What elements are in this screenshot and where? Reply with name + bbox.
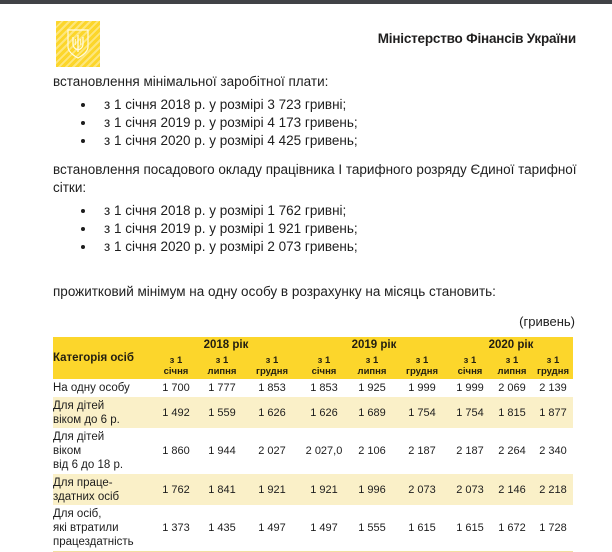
cell-value: 1 615 [449, 505, 491, 551]
column-group-header-2018: 2018 рік [153, 337, 299, 352]
cell-value: 2 187 [449, 428, 491, 474]
header-line-2: липня [207, 365, 237, 377]
cell-value: 1 700 [153, 379, 199, 397]
list-item: з 1 січня 2020 р. у розмірі 4 425 гривень; [53, 132, 593, 150]
cell-value: 1 921 [299, 474, 349, 505]
section-2-heading: встановлення посадового окладу працівника І тарифного розряду Єдиної тарифної сітки: [53, 162, 577, 195]
category-line: На одну особу [53, 382, 130, 394]
cell-value: 2 069 [491, 379, 533, 397]
column-group-header-2019: 2019 рік [299, 337, 449, 352]
list-item: з 1 січня 2020 р. у розмірі 2 073 гривень; [53, 238, 593, 256]
cell-value: 1 615 [395, 505, 449, 551]
category-line: Для праце- [53, 476, 113, 489]
cell-value: 1 777 [199, 379, 245, 397]
header-line-1: з 1 [215, 354, 229, 366]
header-line-2: липня [497, 365, 527, 377]
cell-value: 1 996 [349, 474, 395, 505]
header-line-1: з 1 [169, 354, 183, 366]
table-row [53, 505, 573, 551]
header-line-2: липня [357, 365, 387, 377]
column-header-2018-july [199, 352, 245, 379]
cell-value: 1 944 [199, 428, 245, 474]
header-line-2: грудня [537, 365, 569, 377]
header-line-2: січня [163, 365, 189, 377]
cell-value: 1 754 [449, 397, 491, 428]
cell-value: 1 672 [491, 505, 533, 551]
cell-value: 1 435 [199, 505, 245, 551]
column-header-category: Категорія осіб [53, 337, 153, 379]
section-1-bullet-list [53, 96, 593, 150]
table-head-row-years [53, 337, 573, 352]
cell-value: 1 373 [153, 505, 199, 551]
top-accent-bar [0, 0, 612, 4]
list-item: з 1 січня 2019 р. у розмірі 4 173 гривень; [53, 114, 593, 132]
header-line-1: з 1 [265, 354, 279, 366]
header-line-2: січня [457, 365, 483, 377]
cell-value: 1 921 [245, 474, 299, 505]
header-line-1: з 1 [505, 354, 519, 366]
cell-value: 2 027,0 [299, 428, 349, 474]
table-row [53, 379, 573, 397]
ministry-title: Міністерство Фінансів України [377, 31, 576, 46]
cell-value: 2 218 [533, 474, 573, 505]
header-line-2: січня [311, 365, 337, 377]
cell-value: 2 187 [395, 428, 449, 474]
cell-value: 1 999 [395, 379, 449, 397]
document-header [0, 21, 612, 67]
cell-value: 1 877 [533, 397, 573, 428]
cell-value: 2 340 [533, 428, 573, 474]
category-line: від 6 до 18 р. [53, 459, 124, 471]
column-header-2019-january [299, 352, 349, 379]
cell-value: 1 728 [533, 505, 573, 551]
cell-value: 2 264 [491, 428, 533, 474]
category-line: віком до 6 р. [53, 413, 120, 426]
cell-value: 1 689 [349, 397, 395, 428]
section-1-heading: встановлення мінімальної заробітної плати: [53, 74, 329, 89]
column-header-2018-december [245, 352, 299, 379]
header-line-1: з 1 [415, 354, 429, 366]
table-head [53, 337, 573, 379]
header-line-1: з 1 [365, 354, 379, 366]
column-header-2019-july [349, 352, 395, 379]
cell-value: 1 754 [395, 397, 449, 428]
list-item: з 1 січня 2018 р. у розмірі 3 723 гривні; [53, 96, 593, 114]
cell-value: 1 762 [153, 474, 199, 505]
category-line: Для дітей [53, 399, 105, 412]
currency-unit-note: (гривень) [519, 314, 575, 329]
cell-value: 1 626 [299, 397, 349, 428]
cell-value: 2 027 [245, 428, 299, 474]
table-row [53, 428, 573, 474]
category-line: Для осіб, [53, 508, 102, 520]
ukraine-trident-emblem-icon [56, 21, 100, 67]
cell-value: 1 492 [153, 397, 199, 428]
cell-value: 1 497 [245, 505, 299, 551]
cell-value: 1 559 [199, 397, 245, 428]
cell-value: 1 925 [349, 379, 395, 397]
cell-value: 1 497 [299, 505, 349, 551]
category-line: здатних осіб [53, 490, 120, 503]
column-header-2018-january [153, 352, 199, 379]
column-header-2019-december [395, 352, 449, 379]
cell-value: 1 853 [299, 379, 349, 397]
category-line: віком [53, 445, 82, 457]
cell-value: 2 146 [491, 474, 533, 505]
cell-value: 1 626 [245, 397, 299, 428]
header-line-1: з 1 [317, 354, 331, 366]
header-line-1: з 1 [546, 354, 560, 366]
subsistence-minimum-table-wrapper [53, 337, 573, 552]
category-line: Для дітей [53, 431, 105, 443]
category-line: які втратили [53, 522, 119, 534]
cell-value: 2 073 [395, 474, 449, 505]
header-line-1: з 1 [463, 354, 477, 366]
cell-value: 2 073 [449, 474, 491, 505]
cell-value: 2 106 [349, 428, 395, 474]
column-header-2020-january [449, 352, 491, 379]
section-2-bullet-list [53, 202, 593, 256]
cell-value: 1 555 [349, 505, 395, 551]
row-category-cell [53, 474, 153, 505]
table-intro-text: прожитковий мінімум на одну особу в розрахунку на місяць становить: [53, 284, 496, 299]
trident-shield-icon [67, 29, 89, 59]
row-category-cell [53, 428, 153, 474]
header-line-2: грудня [256, 365, 288, 377]
row-category-cell [53, 379, 153, 397]
column-header-2020-december [533, 352, 573, 379]
category-line: працездатність [53, 536, 134, 548]
table-row [53, 474, 573, 505]
list-item: з 1 січня 2019 р. у розмірі 1 921 гривень; [53, 220, 593, 238]
cell-value: 1 999 [449, 379, 491, 397]
header-line-2: грудня [406, 365, 438, 377]
cell-value: 1 815 [491, 397, 533, 428]
cell-value: 1 841 [199, 474, 245, 505]
table-row [53, 397, 573, 428]
list-item: з 1 січня 2018 р. у розмірі 1 762 гривні; [53, 202, 593, 220]
column-group-header-2020: 2020 рік [449, 337, 573, 352]
subsistence-minimum-table [53, 337, 573, 551]
cell-value: 1 853 [245, 379, 299, 397]
cell-value: 1 860 [153, 428, 199, 474]
table-body [53, 379, 573, 551]
row-category-cell [53, 397, 153, 428]
column-header-2020-july [491, 352, 533, 379]
cell-value: 2 139 [533, 379, 573, 397]
row-category-cell [53, 505, 153, 551]
